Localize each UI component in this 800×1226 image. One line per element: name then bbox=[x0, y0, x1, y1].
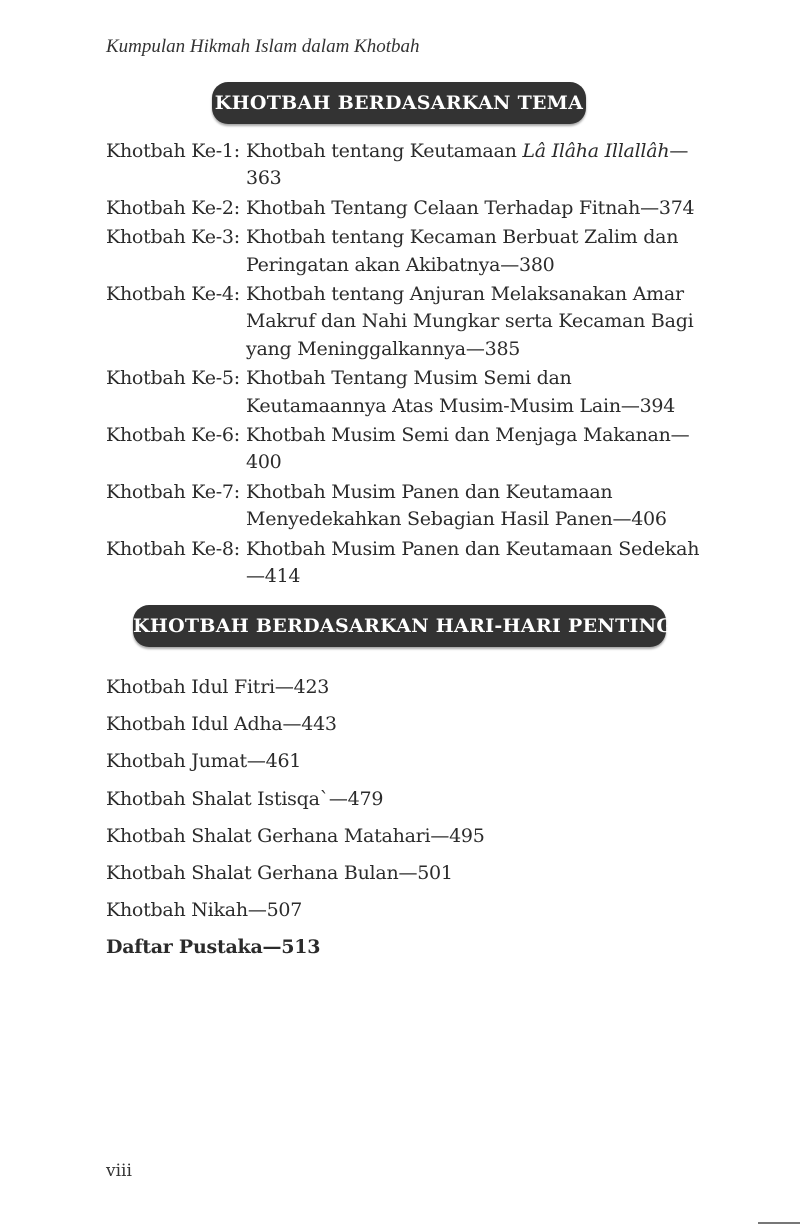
item-title: Khotbah Jumat bbox=[106, 750, 247, 773]
toc-item[interactable] bbox=[106, 855, 706, 892]
entry-page: — 414 bbox=[246, 565, 300, 587]
entry-label: Khotbah Ke-5: bbox=[106, 367, 240, 390]
item-page: — 507 bbox=[248, 899, 302, 921]
toc-item[interactable] bbox=[106, 818, 706, 855]
corner-divider bbox=[758, 1222, 800, 1224]
toc-hari-penting-list bbox=[106, 669, 706, 967]
section-heading-hari-penting: KHOTBAH BERDASARKAN HARI-HARI PENTING bbox=[133, 605, 666, 647]
entry-page: — 385 bbox=[466, 338, 520, 360]
toc-item[interactable] bbox=[106, 781, 706, 818]
entry-label: Khotbah Ke-2: bbox=[106, 196, 240, 219]
running-head: Kumpulan Hikmah Islam dalam Khotbah bbox=[106, 36, 420, 57]
toc-entry[interactable] bbox=[106, 224, 706, 279]
entry-page: — 400 bbox=[246, 424, 689, 473]
item-page: — 443 bbox=[283, 713, 337, 735]
item-page: — 461 bbox=[247, 750, 301, 772]
bibliography-page: — 513 bbox=[263, 936, 321, 958]
toc-item[interactable] bbox=[106, 743, 706, 780]
item-page: — 479 bbox=[329, 788, 383, 810]
item-title: Khotbah Shalat Gerhana Matahari bbox=[106, 824, 431, 847]
toc-item[interactable] bbox=[106, 706, 706, 743]
toc-entry[interactable] bbox=[106, 365, 706, 420]
item-title: Khotbah Shalat Gerhana Bulan bbox=[106, 861, 399, 884]
item-title: Khotbah Idul Fitri bbox=[106, 676, 275, 698]
item-page: — 501 bbox=[398, 862, 452, 884]
item-title: Khotbah Idul Adha bbox=[106, 713, 283, 736]
entry-title: Khotbah Tentang Celaan Terhadap Fitnah— 374 bbox=[246, 195, 706, 222]
toc-entry[interactable] bbox=[106, 536, 706, 591]
entry-label: Khotbah Ke-7: bbox=[106, 480, 240, 503]
entry-title: Khotbah tentang Anjuran Melaksanakan Amar Makruf dan Nahi Mungkar serta Kecaman Bagi yang Meninggalkannya— 385 bbox=[246, 281, 706, 363]
toc-entry[interactable] bbox=[106, 195, 706, 222]
entry-label: Khotbah Ke-3: bbox=[106, 226, 240, 249]
entry-title: Khotbah Tentang Musim Semi dan Keutamaannya Atas Musim-Musim Lain— 394 bbox=[246, 365, 706, 420]
section-heading-tema: KHOTBAH BERDASARKAN TEMA bbox=[212, 82, 586, 124]
bibliography-title: Daftar Pustaka bbox=[106, 936, 263, 959]
toc-item[interactable] bbox=[106, 892, 706, 929]
entry-page: — 374 bbox=[640, 197, 694, 219]
item-page: — 423 bbox=[275, 676, 329, 698]
toc-entry[interactable] bbox=[106, 479, 706, 534]
entry-label: Khotbah Ke-6: bbox=[106, 424, 240, 447]
entry-title: Khotbah tentang Kecaman Berbuat Zalim dan Peringatan akan Akibatnya— 380 bbox=[246, 224, 706, 279]
bibliography-entry[interactable] bbox=[106, 929, 706, 966]
item-title: Khotbah Nikah bbox=[106, 899, 248, 922]
item-title: Khotbah Shalat Istisqa` bbox=[106, 787, 329, 810]
toc-item[interactable] bbox=[106, 669, 706, 706]
entry-page: — 380 bbox=[500, 254, 554, 276]
entry-title: Khotbah Musim Panen dan Keutamaan Menyedekahkan Sebagian Hasil Panen— 406 bbox=[246, 479, 706, 534]
entry-title: Khotbah tentang Keutamaan Lâ Ilâha Illallâh— 363 bbox=[246, 138, 706, 193]
entry-label: Khotbah Ke-8: bbox=[106, 537, 240, 560]
page-number: viii bbox=[106, 1161, 132, 1181]
entry-page: — 394 bbox=[621, 395, 675, 417]
entry-title: Khotbah Musim Semi dan Menjaga Makanan— 400 bbox=[246, 422, 706, 477]
entry-title-italic: Lâ Ilâha Illallâh bbox=[522, 140, 670, 162]
entry-page: — 363 bbox=[246, 140, 688, 189]
entry-label: Khotbah Ke-1: bbox=[106, 140, 240, 162]
entry-page: — 406 bbox=[612, 508, 666, 530]
toc-entry[interactable] bbox=[106, 138, 706, 193]
entry-title: Khotbah Musim Panen dan Keutamaan Sedekah— 414 bbox=[246, 536, 706, 591]
toc-tema-list bbox=[106, 138, 706, 593]
toc-entry[interactable] bbox=[106, 281, 706, 363]
toc-entry[interactable] bbox=[106, 422, 706, 477]
entry-label: Khotbah Ke-4: bbox=[106, 283, 240, 306]
item-page: — 495 bbox=[430, 825, 484, 847]
